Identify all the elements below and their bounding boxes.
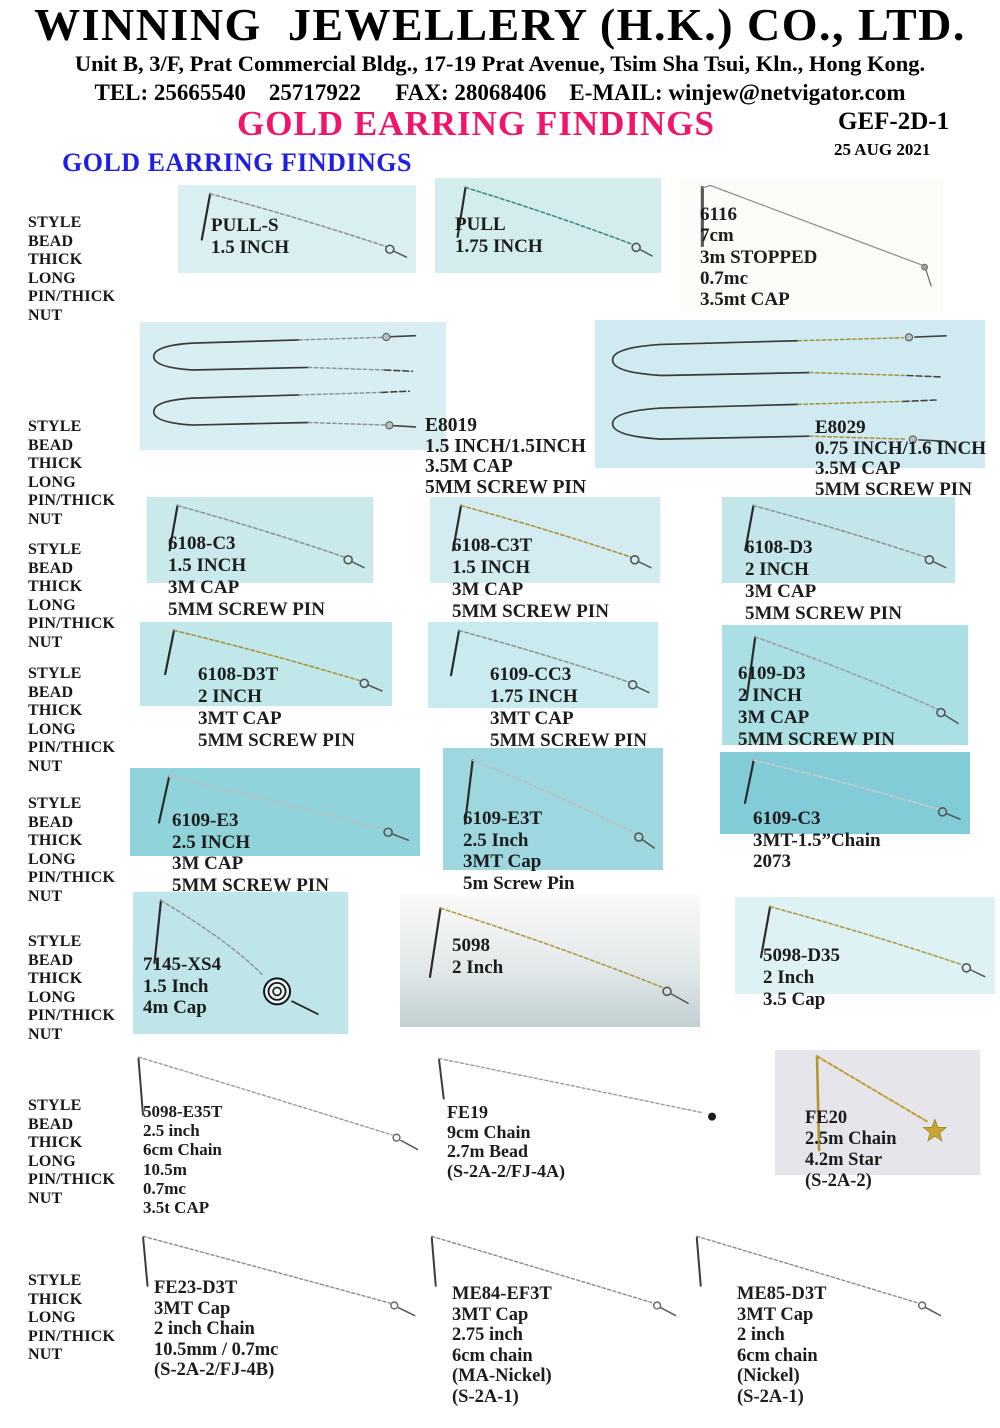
attribute-label: PIN/THICK (28, 869, 116, 886)
style-number: 6108-C3 (168, 533, 236, 554)
product-card (140, 322, 587, 498)
spec-line: 5MM SCREW PIN (738, 729, 895, 750)
product-label (143, 954, 221, 1019)
style-number: 6109-E3 (172, 810, 239, 831)
attribute-label: BEAD (28, 683, 74, 701)
product-card (775, 1050, 980, 1191)
product-label (490, 664, 647, 752)
style-number: 6109-D3 (738, 663, 806, 684)
attribute-label: THICK (28, 832, 83, 849)
spec-line: 5MM SCREW PIN (168, 599, 325, 620)
spec-line: 0.7mc (700, 267, 749, 289)
style-number: 5098-D35 (763, 945, 841, 966)
product-card (435, 178, 661, 273)
spec-line: 3.5M CAP (425, 456, 513, 477)
attribute-label: THICK (28, 251, 83, 268)
attribute-label: STYLE (28, 214, 82, 231)
spec-line: (MA-Nickel) (452, 1366, 552, 1386)
spec-line: 1.75 INCH (490, 686, 578, 707)
spec-line: 5MM SCREW PIN (815, 478, 972, 500)
product-card (735, 897, 995, 1010)
spec-line: 2.5 Inch (463, 829, 529, 851)
catalog-code: GEF-2D-1 (838, 108, 950, 135)
spec-line: (S-2A-2/FJ-4A) (447, 1160, 565, 1181)
attribute-label: LONG (28, 988, 76, 1006)
product-card (720, 752, 970, 872)
spec-line: 2.5 INCH (172, 831, 251, 853)
spec-line: 5m Screw Pin (463, 872, 575, 894)
attribute-label: LONG (28, 473, 76, 491)
spec-line: 2 INCH (745, 559, 809, 580)
spec-line: 3.5 Cap (763, 989, 826, 1010)
spec-line: 5MM SCREW PIN (172, 874, 329, 896)
product-label (815, 418, 986, 500)
product-card (443, 748, 663, 894)
spec-line: 1.5 INCH/1.5INCH (425, 435, 586, 457)
row-attribute-labels (28, 933, 115, 1044)
spec-line: 5MM SCREW PIN (198, 730, 355, 751)
attribute-label: BEAD (28, 1115, 74, 1133)
attribute-label: THICK (28, 455, 83, 472)
spec-line: 3M CAP (452, 579, 524, 600)
spec-line: 2 Inch (763, 967, 815, 988)
spec-line: 7cm (700, 225, 734, 247)
product-label (700, 204, 817, 310)
attribute-label: NUT (28, 1189, 63, 1207)
product-card (680, 178, 943, 313)
spec-line: 10.5mm / 0.7mc (154, 1339, 279, 1360)
spec-line: 2073 (753, 851, 791, 872)
product-label (805, 1108, 897, 1192)
attribute-label: STYLE (28, 1272, 82, 1289)
attribute-label: LONG (28, 269, 76, 287)
style-number: E8019 (425, 415, 478, 436)
style-number: 6108-C3T (452, 535, 533, 556)
attribute-label: BEAD (28, 232, 74, 250)
spec-line: 1.75 INCH (455, 236, 543, 257)
spec-line: 0.7mc (143, 1178, 186, 1198)
spec-line: 5MM SCREW PIN (452, 601, 609, 622)
style-number: 6116 (700, 204, 737, 225)
attribute-label: PIN/THICK (28, 1007, 116, 1024)
spec-line: 0.75 INCH/1.6 INCH (815, 437, 987, 459)
spec-line: 2.75 inch (452, 1325, 523, 1345)
spec-line: 2 INCH (738, 685, 802, 706)
product-card (133, 892, 348, 1034)
style-number: E8029 (815, 417, 866, 438)
product-card (722, 497, 955, 624)
spec-line: 3MT CAP (198, 708, 282, 729)
attribute-label: BEAD (28, 559, 74, 577)
product-card (130, 768, 420, 896)
spec-line: 2.5 inch (143, 1121, 200, 1141)
product-label (168, 533, 325, 621)
attribute-label: LONG (28, 1152, 76, 1170)
product-card (595, 320, 987, 500)
attribute-label: PIN/THICK (28, 1327, 116, 1345)
style-number: 6108-D3 (745, 537, 813, 558)
style-number: 6109-C3 (753, 808, 821, 829)
spec-line: 3.5mt CAP (700, 289, 790, 311)
spec-line: 3M CAP (738, 707, 810, 728)
spec-line: 6cm chain (452, 1345, 533, 1366)
style-number: 6109-E3T (463, 808, 543, 829)
attribute-label: NUT (28, 633, 63, 651)
spec-line: 5MM SCREW PIN (425, 476, 587, 498)
row-attribute-labels (28, 665, 115, 776)
spec-line: 3M CAP (172, 853, 244, 874)
attribute-label: STYLE (28, 541, 82, 558)
product-label (447, 1103, 565, 1181)
spec-line: 3MT-1.5”Chain (753, 829, 881, 851)
product-card (420, 1232, 682, 1407)
spec-line: 2 inch Chain (154, 1319, 255, 1339)
attribute-label: NUT (28, 757, 63, 775)
product-label (763, 945, 840, 1011)
product-label (455, 214, 543, 258)
spec-line: 5MM SCREW PIN (745, 603, 902, 624)
spec-line: 2 INCH (198, 686, 262, 707)
attribute-label: LONG (28, 720, 76, 738)
attribute-label: THICK (28, 578, 83, 595)
product-label (198, 664, 355, 752)
attribute-label: PIN/THICK (28, 1171, 116, 1188)
product-card (125, 1052, 425, 1218)
spec-line: 3.5t CAP (143, 1198, 210, 1218)
product-photo (400, 895, 700, 1027)
spec-line: 3MT Cap (154, 1298, 231, 1319)
attribute-label: BEAD (28, 813, 74, 831)
attribute-label: THICK (28, 702, 83, 719)
attribute-label: STYLE (28, 1097, 82, 1114)
row-attribute-labels (28, 1272, 115, 1365)
row-attribute-labels (28, 795, 115, 906)
company-address: Unit B, 3/F, Prat Commercial Bldg., 17-19 Prat Avenue, Tsim Sha Tsui, Kln., Hong Kong. (74, 51, 926, 76)
product-label (154, 1278, 278, 1381)
attribute-label: NUT (28, 1025, 63, 1043)
attribute-label: STYLE (28, 933, 82, 950)
product-card (147, 497, 373, 620)
product-label (425, 416, 586, 498)
style-number: FE19 (447, 1102, 489, 1122)
product-card (130, 1232, 422, 1380)
spec-line: 3M CAP (168, 577, 240, 598)
spec-line: 6cm chain (737, 1345, 818, 1366)
style-number: 5098 (452, 935, 490, 956)
row-attribute-labels (28, 214, 115, 325)
spec-line: 6cm Chain (143, 1140, 222, 1160)
page-title: GOLD EARRING FINDINGS (237, 104, 715, 143)
row-attribute-labels (28, 1097, 115, 1208)
spec-line: 3MT Cap (452, 1304, 529, 1325)
product-photo (140, 322, 446, 450)
attribute-label: STYLE (28, 418, 82, 435)
style-number: 5098-E35T (143, 1102, 223, 1121)
spec-line: 2.7m Bead (447, 1141, 528, 1161)
attribute-label: THICK (28, 970, 83, 987)
attribute-label: THICK (28, 1290, 83, 1308)
spec-line: 3.5M CAP (815, 458, 901, 479)
product-label (172, 810, 329, 896)
attribute-label: BEAD (28, 436, 74, 454)
style-number: 6108-D3T (198, 664, 279, 685)
style-number: PULL (455, 214, 506, 235)
style-number: ME84-EF3T (452, 1284, 552, 1304)
attribute-label: LONG (28, 596, 76, 614)
spec-line: (Nickel) (737, 1366, 800, 1386)
attribute-label: LONG (28, 850, 76, 868)
spec-line: 2 Inch (452, 957, 504, 978)
style-number: FE23-D3T (154, 1278, 238, 1298)
spec-line: 4.2m Star (805, 1150, 883, 1170)
product-label (143, 1102, 222, 1217)
product-label (452, 1284, 552, 1407)
attribute-label: STYLE (28, 795, 82, 812)
attribute-label: PIN/THICK (28, 615, 116, 632)
spec-line: 3MT Cap (737, 1304, 814, 1325)
style-number: FE20 (805, 1108, 848, 1128)
page-subtitle: GOLD EARRING FINDINGS (62, 148, 412, 177)
style-number: 7145-XS4 (143, 954, 222, 975)
product-label (745, 537, 902, 625)
spec-line: 3MT Cap (463, 851, 542, 872)
attribute-label: NUT (28, 887, 63, 905)
attribute-label: THICK (28, 1134, 83, 1151)
attribute-label: LONG (28, 1309, 76, 1326)
attribute-label: PIN/THICK (28, 288, 116, 305)
attribute-label: BEAD (28, 951, 74, 969)
spec-line: 2 inch (737, 1325, 785, 1345)
product-label (737, 1284, 826, 1407)
catalog-date: 25 AUG 2021 (834, 140, 931, 159)
spec-line: 1.5 INCH (168, 555, 247, 576)
product-label (463, 808, 575, 894)
product-card (722, 625, 968, 750)
product-card (428, 622, 658, 751)
style-number: PULL-S (211, 215, 279, 236)
spec-line: 1.5 INCH (211, 237, 290, 258)
spec-line: 3MT CAP (490, 708, 574, 729)
attribute-label: STYLE (28, 665, 82, 682)
spec-line: 9cm Chain (447, 1121, 531, 1142)
row-attribute-labels (28, 418, 115, 529)
spec-line: (S-2A-1) (737, 1386, 804, 1407)
spec-line: (S-2A-2/FJ-4B) (154, 1360, 275, 1380)
product-label (738, 663, 895, 751)
attribute-label: PIN/THICK (28, 739, 116, 756)
spec-line: 2.5m Chain (805, 1129, 897, 1149)
product-card (425, 1055, 737, 1181)
product-label (452, 535, 609, 623)
spec-line: 5MM SCREW PIN (490, 730, 647, 751)
company-name: WINNING JEWELLERY (H.K.) CO., LTD. (34, 0, 966, 50)
product-card (685, 1232, 947, 1407)
product-card (430, 497, 660, 622)
attribute-label: NUT (28, 1346, 63, 1363)
product-label (753, 808, 881, 873)
style-number: 6109-CC3 (490, 664, 572, 685)
product-label (452, 935, 503, 979)
product-label (211, 215, 289, 259)
contact-line: TEL: 25665540 25717922 FAX: 28068406 E-MAIL: winjew@netvigator.com (94, 80, 906, 105)
spec-line: 3m STOPPED (700, 246, 818, 268)
row-attribute-labels (28, 541, 115, 652)
spec-line: (S-2A-2) (805, 1171, 872, 1191)
spec-line: 10.5m (143, 1159, 187, 1179)
spec-line: 4m Cap (143, 997, 207, 1018)
spec-line: 1.5 Inch (143, 975, 209, 997)
attribute-label: NUT (28, 306, 63, 324)
spec-line: 3M CAP (745, 581, 817, 602)
product-card (400, 895, 700, 1027)
style-number: ME85-D3T (737, 1284, 827, 1304)
spec-line: 1.5 INCH (452, 557, 531, 578)
u2-finding-illustration (140, 322, 446, 450)
product-card (140, 622, 392, 751)
product-card (178, 185, 416, 273)
attribute-label: PIN/THICK (28, 492, 116, 509)
spec-line: (S-2A-1) (452, 1386, 519, 1407)
attribute-label: NUT (28, 510, 63, 528)
diagonal-finding-illustration (400, 895, 700, 1027)
